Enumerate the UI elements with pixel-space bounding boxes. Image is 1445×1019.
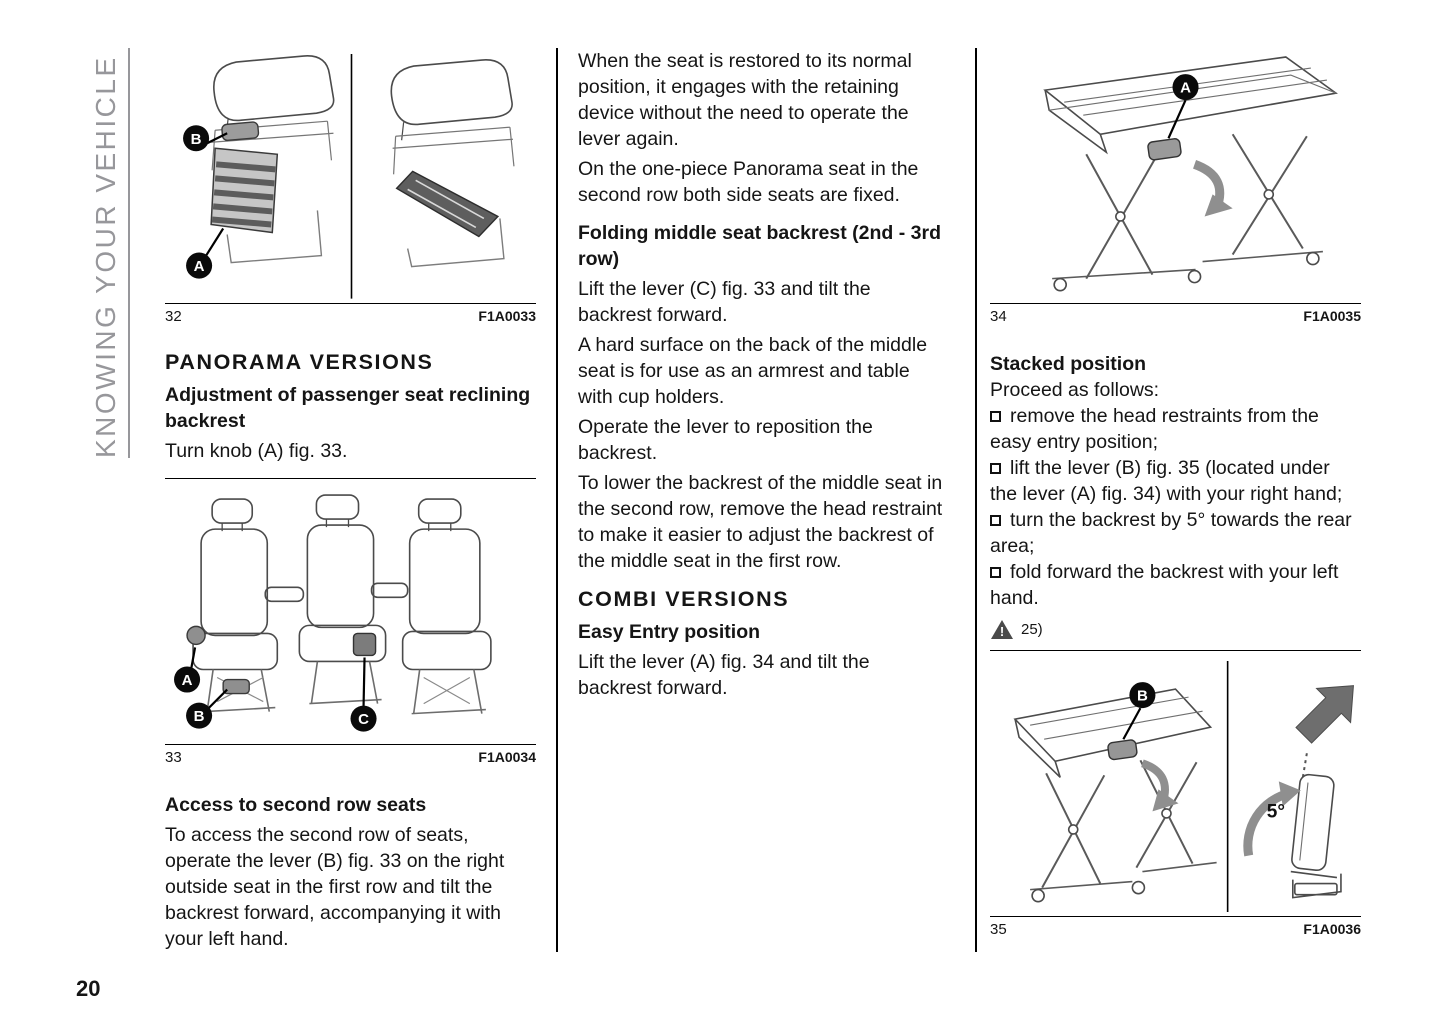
subheading-stacked: Stacked position — [990, 352, 1147, 375]
figure-number: 32 — [165, 307, 182, 325]
paragraph: When the seat is restored to its normal position, it engages with the retaining device without the need to operate the lever again. — [578, 50, 912, 150]
list-item — [990, 507, 1361, 559]
column-left — [165, 48, 536, 952]
figure-caption — [165, 744, 536, 766]
subheading-access: Access to second row seats — [165, 794, 427, 817]
subheading-easy-entry: Easy Entry position — [578, 621, 761, 643]
figure-number: 34 — [990, 307, 1007, 325]
paragraph: Lift the lever (C) fig. 33 and tilt the backrest forward. — [578, 278, 871, 326]
square-bullet-icon — [990, 515, 1001, 526]
warning-exclamation: ! — [999, 623, 1005, 639]
subheading-adjustment: Adjustment of passenger seat reclining backrest — [165, 383, 531, 432]
subheading-folding: Folding middle seat backrest (2nd - 3rd row) — [578, 222, 941, 270]
list-item-text: turn the backrest by 5° towards the rear area; — [990, 508, 1352, 557]
seat-mechanism-illustration — [165, 48, 536, 299]
three-seats-illustration — [165, 485, 536, 741]
list-item-text: lift the lever (B) fig. 35 (located under the lever (A) fig. 34) with your right hand; — [990, 456, 1343, 505]
figure-code: F1A0035 — [1303, 307, 1361, 324]
figure-code: F1A0033 — [478, 307, 536, 324]
figure-34 — [990, 48, 1361, 325]
fig32-label-a: A — [193, 258, 205, 276]
fig32-label-b: B — [190, 130, 202, 148]
figure-caption — [990, 916, 1361, 938]
figure-number: 33 — [165, 749, 182, 767]
section-heading-panorama: PANORAMA VERSIONS — [165, 349, 434, 374]
warning-reference: 25) — [1021, 620, 1043, 638]
section-heading-combi: COMBI VERSIONS — [578, 587, 790, 611]
list-item — [990, 455, 1361, 507]
paragraph: Proceed as follows: — [990, 378, 1160, 401]
figure-caption — [165, 303, 536, 325]
fig35-angle-label: 5° — [1266, 801, 1285, 823]
figure-33 — [165, 478, 536, 767]
column-divider — [975, 48, 977, 952]
fold-backrest-illustration — [990, 657, 1361, 913]
warning-note — [990, 619, 1361, 640]
square-bullet-icon — [990, 567, 1001, 578]
square-bullet-icon — [990, 463, 1001, 474]
list-item — [990, 559, 1361, 611]
fig33-label-b: B — [193, 707, 205, 725]
fig33-label-c: C — [358, 710, 369, 728]
figure-code: F1A0034 — [478, 749, 536, 766]
fig33-label-a: A — [181, 671, 193, 689]
paragraph: A hard surface on the back of the middle seat is for use as an armrest and table with cup holders. — [578, 334, 928, 408]
sidebar-rule — [128, 48, 130, 458]
list-item-text: fold forward the backrest with your left hand. — [990, 560, 1339, 609]
figure-code: F1A0036 — [1303, 921, 1361, 938]
paragraph: Turn knob (A) fig. 33. — [165, 439, 348, 462]
paragraph: To access the second row of seats, operate the lever (B) fig. 33 on the right outside seat in the first row and tilt the backrest forward, accompanying it with your left hand. — [165, 824, 505, 951]
figure-number: 35 — [990, 921, 1007, 939]
paragraph: On the one-piece Panorama seat in the second row both side seats are fixed. — [578, 158, 919, 206]
square-bullet-icon — [990, 411, 1001, 422]
chapter-sidebar-title: KNOWING YOUR VEHICLE — [90, 55, 121, 458]
stacked-seat-illustration — [990, 48, 1361, 299]
warning-icon — [990, 619, 1014, 640]
column-right — [990, 48, 1361, 938]
paragraph: Lift the lever (A) fig. 34 and tilt the backrest forward. — [578, 651, 870, 699]
list-item-text: remove the head restraints from the easy entry position; — [990, 404, 1319, 453]
fig34-label-a: A — [1180, 79, 1191, 97]
paragraph: To lower the backrest of the middle seat in the second row, remove the head restraint to make it easier to adjust the backrest of the middle seat in the first row. — [578, 472, 943, 572]
page-number: 20 — [76, 976, 101, 1001]
figure-35 — [990, 650, 1361, 939]
list-item — [990, 403, 1361, 455]
column-middle — [578, 48, 946, 701]
paragraph: Operate the lever to reposition the backrest. — [578, 416, 873, 464]
figure-caption — [990, 303, 1361, 325]
figure-32 — [165, 48, 536, 325]
fig35-label-b: B — [1136, 687, 1148, 705]
column-divider — [556, 48, 558, 952]
